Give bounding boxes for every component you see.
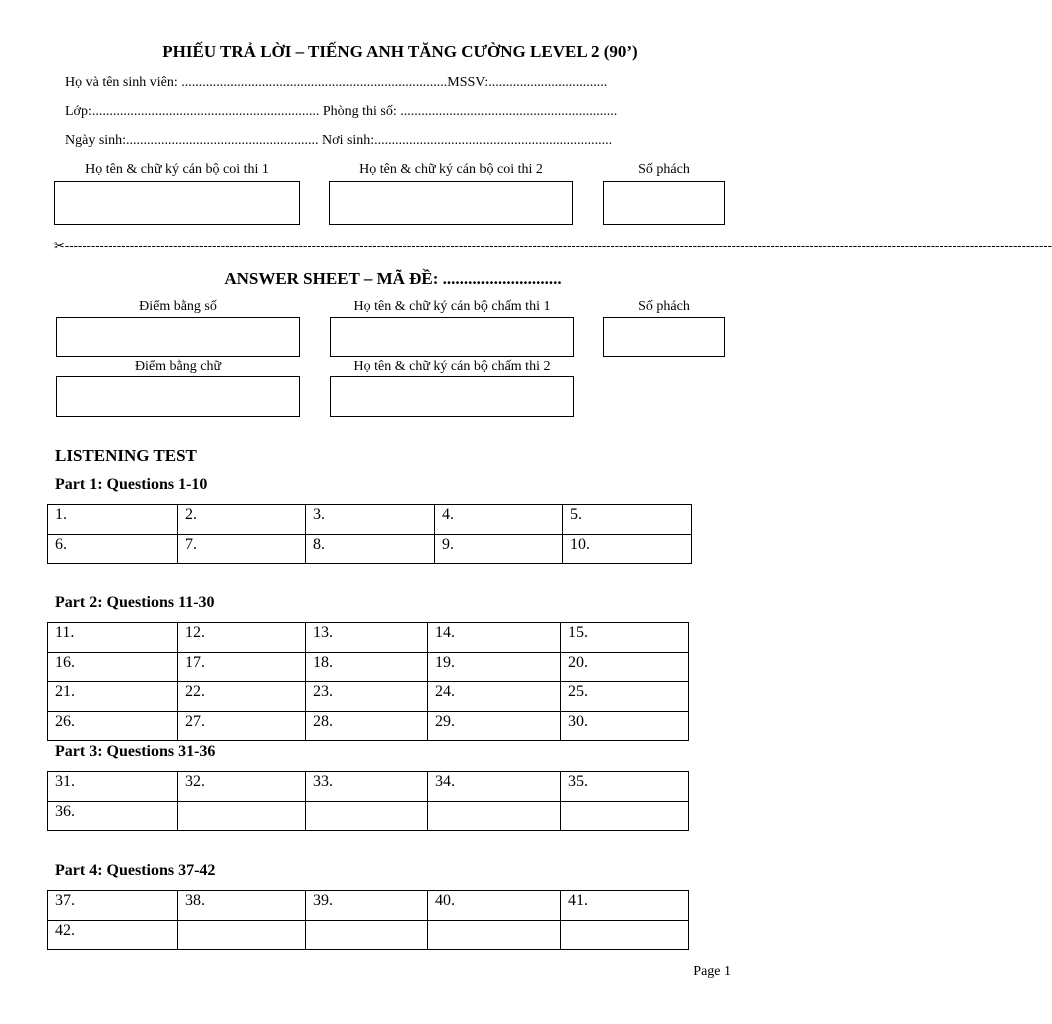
answer-cell[interactable]: 5. bbox=[563, 505, 692, 535]
table-row bbox=[48, 623, 689, 653]
page-number: Page 1 bbox=[693, 964, 731, 979]
answer-cell[interactable]: 2. bbox=[178, 505, 306, 535]
answer-cell[interactable]: 26. bbox=[48, 711, 178, 741]
answer-cell[interactable]: 34. bbox=[428, 772, 561, 802]
answer-cell[interactable] bbox=[561, 801, 689, 831]
answer-cell[interactable]: 38. bbox=[178, 891, 306, 921]
part2-heading: Part 2: Questions 11-30 bbox=[55, 594, 215, 611]
answer-cell[interactable] bbox=[306, 801, 428, 831]
grader2-signature-box[interactable] bbox=[330, 376, 574, 417]
answer-cell[interactable]: 21. bbox=[48, 682, 178, 712]
answer-cell[interactable]: 19. bbox=[428, 652, 561, 682]
scissors-icon: ✂ bbox=[54, 238, 65, 253]
answer-cell[interactable]: 9. bbox=[435, 534, 563, 564]
answer-cell[interactable]: 17. bbox=[178, 652, 306, 682]
part4-answer-table bbox=[47, 890, 689, 950]
answer-cell[interactable]: 7. bbox=[178, 534, 306, 564]
part3-answer-table bbox=[47, 771, 689, 831]
part2-answer-table bbox=[47, 622, 689, 741]
answer-cell[interactable]: 39. bbox=[306, 891, 428, 921]
table-row bbox=[48, 772, 689, 802]
answer-cell[interactable]: 27. bbox=[178, 711, 306, 741]
grader2-label: Họ tên & chữ ký cán bộ chấm thi 2 bbox=[353, 359, 551, 374]
table-row bbox=[48, 682, 689, 712]
score-words-label: Điểm bằng chữ bbox=[134, 359, 222, 374]
answer-cell[interactable]: 24. bbox=[428, 682, 561, 712]
proctor2-signature-box[interactable] bbox=[329, 181, 573, 225]
table-row bbox=[48, 801, 689, 831]
secret-code-label: Số phách bbox=[638, 162, 690, 177]
answer-cell[interactable]: 4. bbox=[435, 505, 563, 535]
answer-cell[interactable]: 1. bbox=[48, 505, 178, 535]
answer-cell[interactable] bbox=[428, 801, 561, 831]
answer-cell[interactable]: 29. bbox=[428, 711, 561, 741]
table-row bbox=[48, 920, 689, 950]
answer-cell[interactable]: 6. bbox=[48, 534, 178, 564]
dob-birthplace-line[interactable]: Ngày sinh:....................................................... Nơi sinh:.................................................................... bbox=[65, 133, 613, 148]
answer-cell[interactable]: 14. bbox=[428, 623, 561, 653]
score-words-box[interactable] bbox=[56, 376, 300, 417]
secret-code-box-2[interactable] bbox=[603, 317, 725, 357]
page-title: PHIẾU TRẢ LỜI – TIẾNG ANH TĂNG CƯỜNG LEVEL 2 (90’) bbox=[162, 42, 638, 61]
table-row bbox=[48, 534, 692, 564]
part1-answer-table bbox=[47, 504, 692, 564]
answer-cell[interactable]: 36. bbox=[48, 801, 178, 831]
cut-line bbox=[54, 238, 1052, 254]
grader1-label: Họ tên & chữ ký cán bộ chấm thi 1 bbox=[353, 299, 551, 314]
answer-cell[interactable]: 33. bbox=[306, 772, 428, 802]
answer-cell[interactable]: 35. bbox=[561, 772, 689, 802]
answer-cell[interactable]: 16. bbox=[48, 652, 178, 682]
answer-cell[interactable]: 28. bbox=[306, 711, 428, 741]
proctor1-label: Họ tên & chữ ký cán bộ coi thi 1 bbox=[85, 162, 269, 177]
answer-cell[interactable]: 10. bbox=[563, 534, 692, 564]
answer-cell[interactable] bbox=[178, 801, 306, 831]
table-row bbox=[48, 652, 689, 682]
answer-cell[interactable]: 42. bbox=[48, 920, 178, 950]
dashed-line: ------------------------------------------------------------------------------------------------------------------------------------------------------------------------------------------------------------------------------------ bbox=[64, 238, 1052, 253]
secret-code-label-2: Số phách bbox=[638, 299, 690, 314]
table-row bbox=[48, 505, 692, 535]
answer-cell[interactable]: 22. bbox=[178, 682, 306, 712]
proctor2-label: Họ tên & chữ ký cán bộ coi thi 2 bbox=[359, 162, 543, 177]
answer-sheet-title: ANSWER SHEET – MÃ ĐỀ: ............................ bbox=[224, 269, 562, 288]
answer-cell[interactable]: 15. bbox=[561, 623, 689, 653]
answer-cell[interactable] bbox=[428, 920, 561, 950]
secret-code-box[interactable] bbox=[603, 181, 725, 225]
score-number-box[interactable] bbox=[56, 317, 300, 357]
student-name-mssv-line[interactable]: Họ và tên sinh viên: ............................................................................MSSV:.................................. bbox=[65, 75, 608, 90]
part3-heading: Part 3: Questions 31-36 bbox=[55, 743, 216, 760]
answer-cell[interactable]: 25. bbox=[561, 682, 689, 712]
answer-cell[interactable]: 40. bbox=[428, 891, 561, 921]
table-row bbox=[48, 711, 689, 741]
answer-cell[interactable] bbox=[561, 920, 689, 950]
answer-cell[interactable]: 18. bbox=[306, 652, 428, 682]
answer-cell[interactable]: 41. bbox=[561, 891, 689, 921]
answer-cell[interactable]: 20. bbox=[561, 652, 689, 682]
answer-cell[interactable] bbox=[306, 920, 428, 950]
class-room-line[interactable]: Lớp:................................................................. Phòng thi số: .............................................................. bbox=[65, 104, 618, 119]
part4-heading: Part 4: Questions 37-42 bbox=[55, 862, 216, 879]
grader1-signature-box[interactable] bbox=[330, 317, 574, 357]
answer-cell[interactable]: 11. bbox=[48, 623, 178, 653]
answer-cell[interactable] bbox=[178, 920, 306, 950]
part1-heading: Part 1: Questions 1-10 bbox=[55, 476, 208, 493]
answer-cell[interactable]: 31. bbox=[48, 772, 178, 802]
table-row bbox=[48, 891, 689, 921]
score-number-label: Điểm bằng số bbox=[139, 299, 217, 314]
answer-cell[interactable]: 13. bbox=[306, 623, 428, 653]
proctor1-signature-box[interactable] bbox=[54, 181, 300, 225]
listening-test-heading: LISTENING TEST bbox=[55, 446, 197, 465]
answer-cell[interactable]: 3. bbox=[306, 505, 435, 535]
answer-cell[interactable]: 8. bbox=[306, 534, 435, 564]
answer-cell[interactable]: 32. bbox=[178, 772, 306, 802]
answer-cell[interactable]: 30. bbox=[561, 711, 689, 741]
answer-cell[interactable]: 23. bbox=[306, 682, 428, 712]
answer-cell[interactable]: 37. bbox=[48, 891, 178, 921]
answer-cell[interactable]: 12. bbox=[178, 623, 306, 653]
